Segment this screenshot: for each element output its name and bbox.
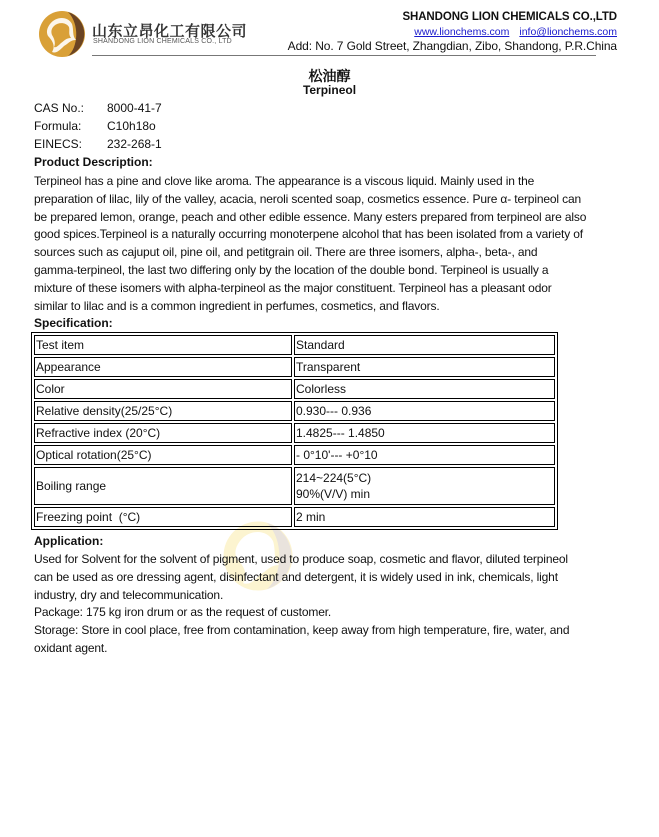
product-description xyxy=(34,173,634,315)
product-title-chinese: 松油醇 xyxy=(308,69,351,85)
table-row xyxy=(34,357,555,377)
company-address: Add: No. 7 Gold Street, Zhangdian, Zibo, Shandong, P.R.China xyxy=(287,39,617,53)
test-item-cell: Refractive index (20°C) xyxy=(34,423,292,443)
description-line: be prepared lemon, orange, peach and other edible essence. Many esters prepared from terpineol are also xyxy=(34,209,587,224)
test-item-cell: Color xyxy=(34,379,292,399)
table-row xyxy=(34,379,555,399)
description-line: mixture of these isomers with alpha-terpineol as the major constituent. Terpineol has a pleasant odor xyxy=(34,280,552,295)
storage-line: Storage: Store in cool place, free from contamination, keep away from high temperature, fire, water, and xyxy=(34,623,570,638)
info-value: 8000-41-7 xyxy=(107,101,162,115)
test-item-cell: Optical rotation(25°C) xyxy=(34,445,292,465)
standard-cell: 2 min xyxy=(294,507,555,527)
standard-line: 214~224(5°C) xyxy=(296,471,372,485)
description-line: good spices.Terpineol is a naturally occurring monoterpene alcohol that has been isolated from a variety of xyxy=(34,227,583,242)
info-row-cas xyxy=(34,101,162,115)
info-row-formula xyxy=(34,119,156,133)
product-title-english: Terpineol xyxy=(302,83,357,97)
storage-line: oxidant agent. xyxy=(34,640,108,655)
description-line: Terpineol has a pine and clove like aroma. The appearance is a viscous liquid. Mainly used in the xyxy=(34,174,535,188)
info-label: EINECS: xyxy=(34,137,83,151)
specification-table xyxy=(31,332,558,530)
table-row xyxy=(34,467,555,505)
standard-line: 90%(V/V) min xyxy=(296,487,371,501)
table-header-row xyxy=(34,335,555,355)
description-line: sources such as cajuput oil, pine oil, and petitgrain oil. There are three isomers, alpha-, beta-, and xyxy=(34,245,538,260)
header-cell-test-item: Test item xyxy=(34,335,292,355)
contact-links xyxy=(404,26,617,38)
info-value: 232-268-1 xyxy=(107,137,162,151)
description-heading: Product Description: xyxy=(34,155,153,169)
website-link[interactable]: www.lionchems.com xyxy=(414,26,510,38)
standard-cell: 0.930--- 0.936 xyxy=(294,401,555,421)
standard-cell: Colorless xyxy=(294,379,555,399)
info-value: C10h18o xyxy=(107,119,156,133)
standard-cell: Transparent xyxy=(294,357,555,377)
application-text xyxy=(34,551,644,658)
info-label: CAS No.: xyxy=(34,101,85,115)
description-line: similar to lilac and is a common ingredient in perfumes, cosmetics, and flavors. xyxy=(34,298,440,313)
specification-heading: Specification: xyxy=(34,316,113,330)
description-line: preparation of lilac, lily of the valley, acacia, neroli scented soap, cosmetics essence. Pure α- terpineol can xyxy=(34,191,582,206)
table-row xyxy=(34,423,555,443)
info-label: Formula: xyxy=(34,119,82,133)
application-line: can be used as ore dressing agent, disinfectant and detergent, it is widely used in ink, chemicals, light xyxy=(34,569,558,584)
header-cell-standard: Standard xyxy=(294,335,555,355)
standard-cell xyxy=(294,467,555,505)
company-name-chinese: 山东立昂化工有限公司 xyxy=(92,22,248,40)
package-line: Package: 175 kg iron drum or as the request of customer. xyxy=(34,605,332,620)
table-row xyxy=(34,507,555,527)
company-name-logo-english: SHANDONG LION CHEMICALS CO., LTD xyxy=(93,38,232,45)
test-item-cell: Boiling range xyxy=(34,467,292,505)
table-row xyxy=(34,401,555,421)
company-name: SHANDONG LION CHEMICALS CO.,LTD xyxy=(402,11,617,23)
application-line: industry, dry and telecommunication. xyxy=(34,587,224,602)
test-item-cell: Appearance xyxy=(34,357,292,377)
application-line: Used for Solvent for the solvent of pigment, used to produce soap, cosmetic and flavor, diluted terpineol xyxy=(34,552,568,566)
test-item-cell: Relative density(25/25°C) xyxy=(34,401,292,421)
info-row-einecs xyxy=(34,137,162,151)
application-heading: Application: xyxy=(34,534,104,548)
description-line: gamma-terpineol, the last two differing only by the location of the double bond. Terpineol is usually a xyxy=(34,262,549,277)
email-link[interactable]: info@lionchems.com xyxy=(519,26,617,38)
test-item-cell: Freezing point (°C) xyxy=(34,507,292,527)
table-row xyxy=(34,445,555,465)
standard-cell: - 0°10'--- +0°10 xyxy=(294,445,555,465)
standard-cell: 1.4825--- 1.4850 xyxy=(294,423,555,443)
lion-logo-icon xyxy=(38,10,86,58)
header-divider xyxy=(92,55,596,56)
